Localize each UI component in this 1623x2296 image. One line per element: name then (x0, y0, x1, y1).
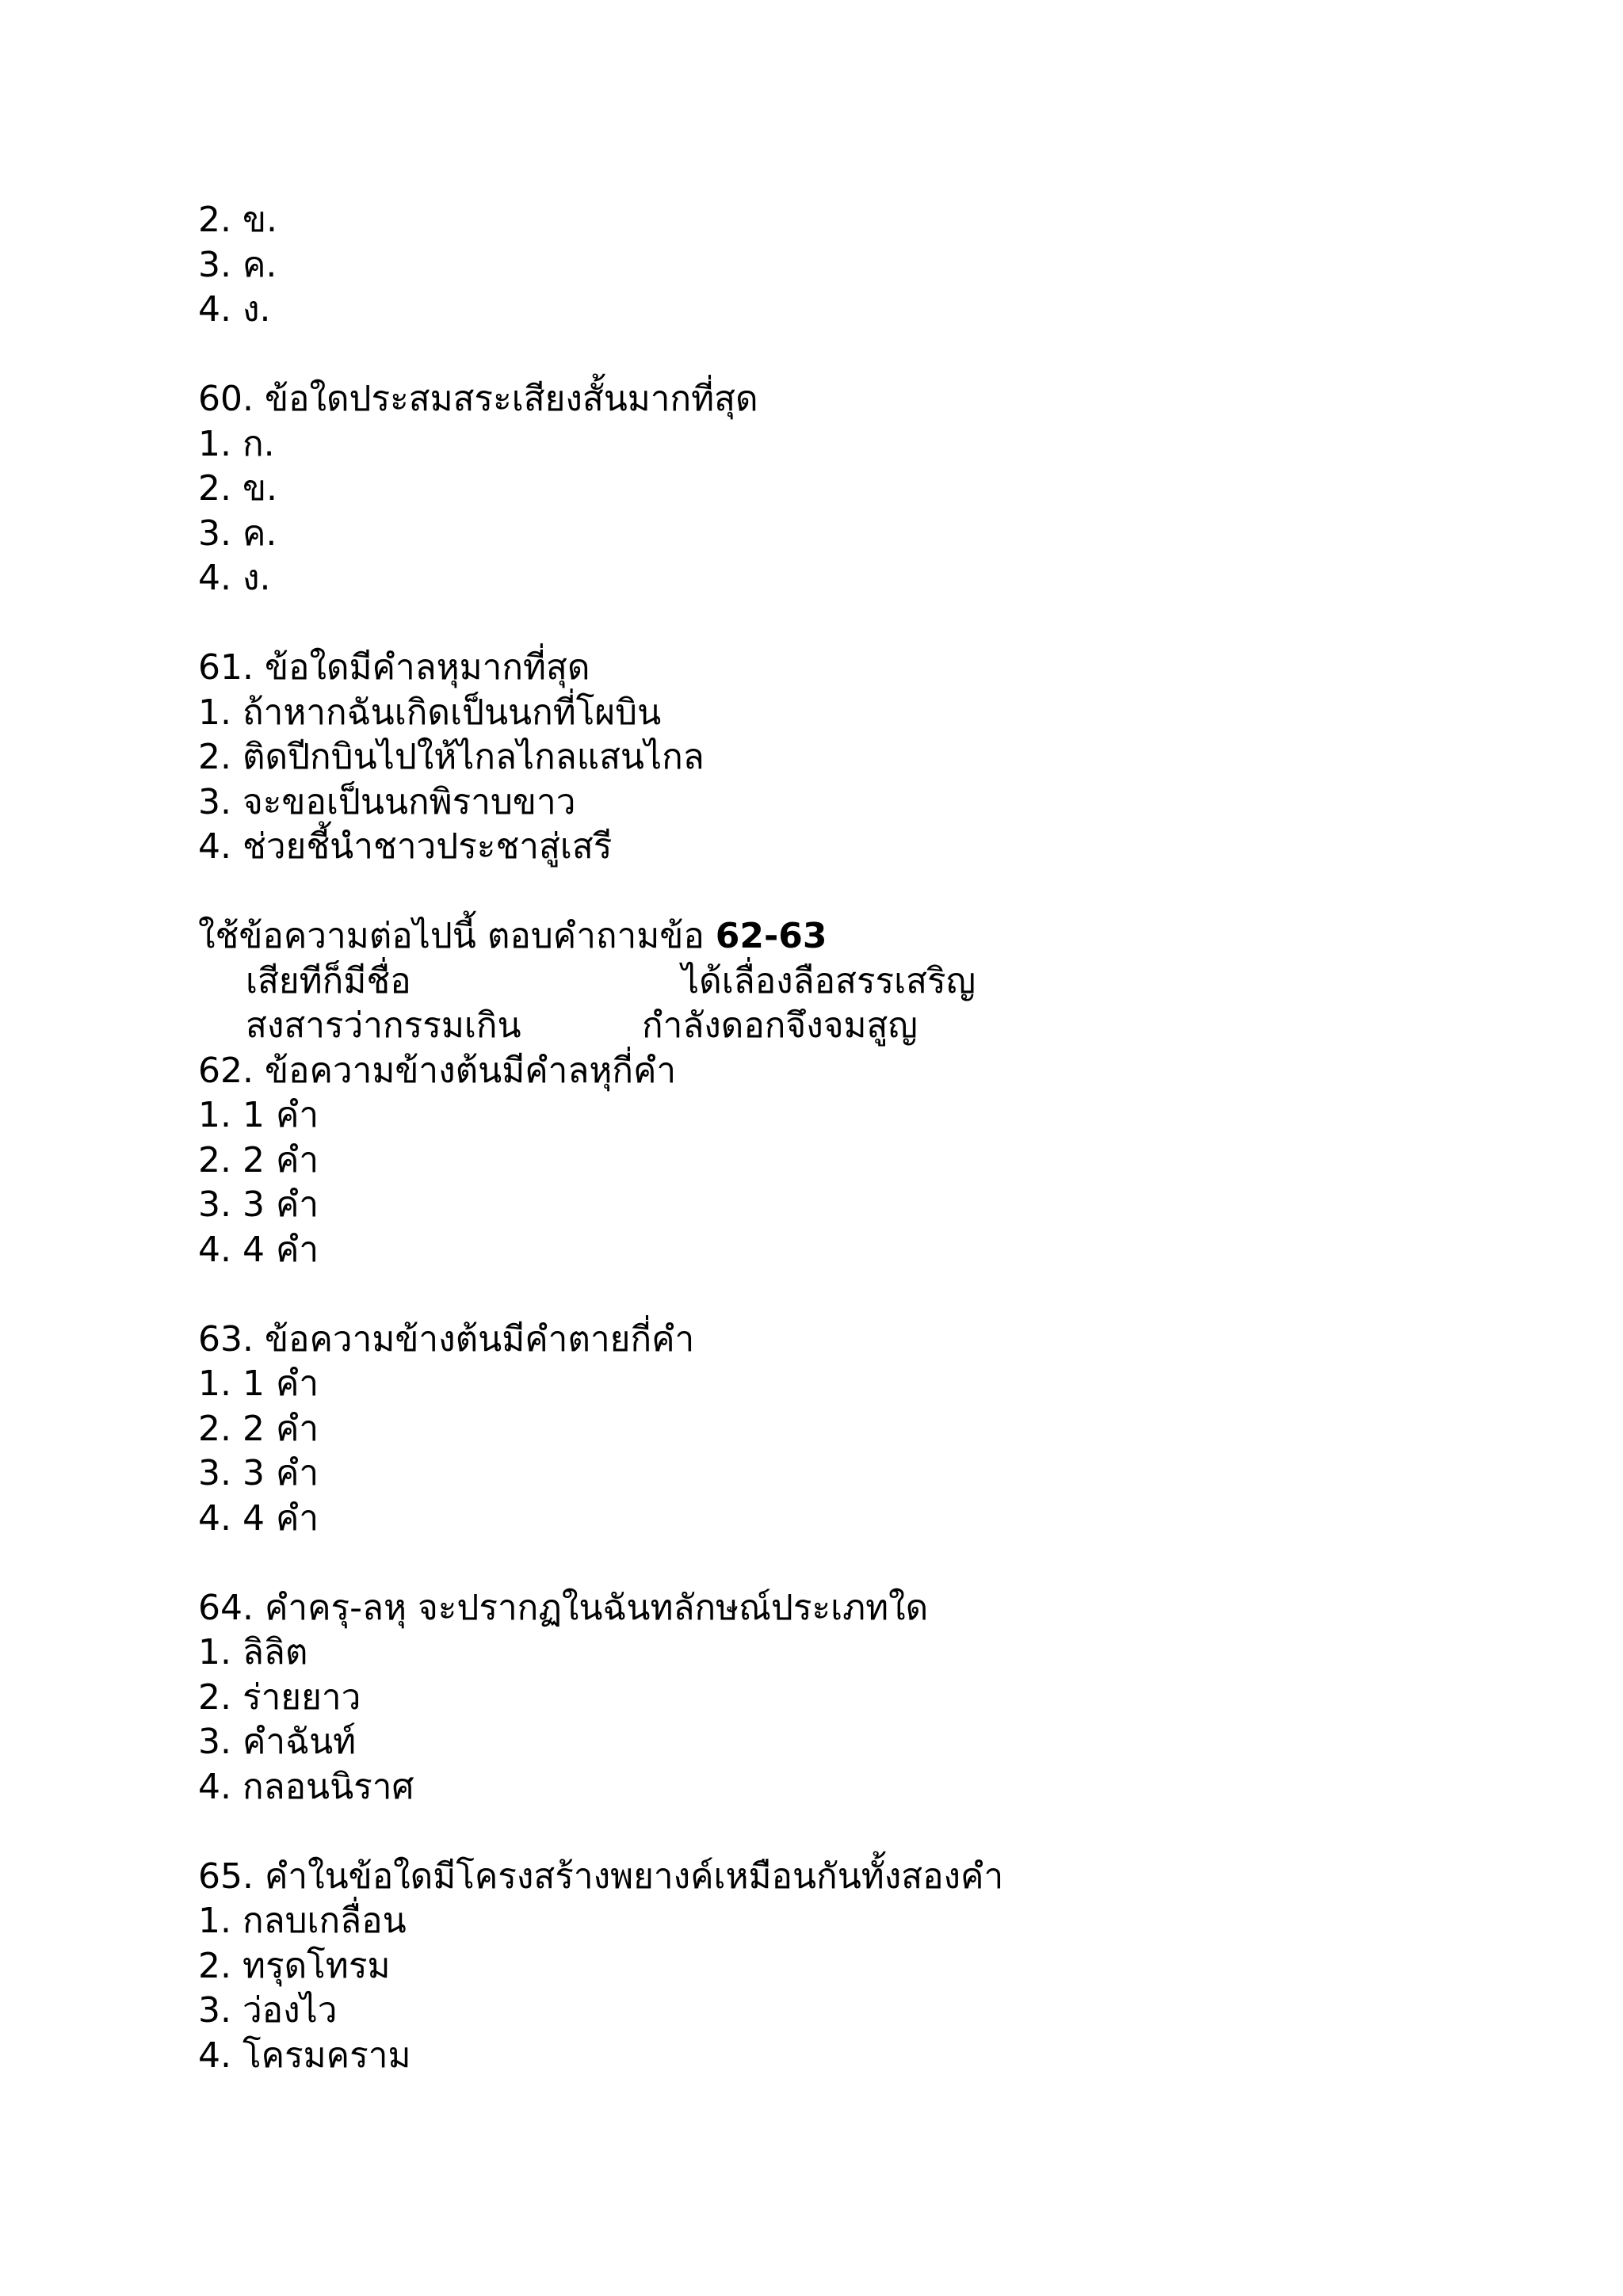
q61-option-1: 1. ถ้าหากฉันเกิดเป็นนกที่โผบิน (198, 692, 662, 733)
q65-option-2: 2. ทรุดโทรม (198, 1945, 391, 1986)
verse-line-1 (198, 959, 1545, 1005)
q65-question: 65. คำในข้อใดมีโครงสร้างพยางค์เหมือนกันทั้งสองคำ (198, 1855, 1004, 1897)
passage-intro (198, 914, 1545, 959)
verse-line-1-right: ได้เลื่องลือสรรเสริญ (682, 960, 976, 1001)
verse-line-2 (198, 1004, 1545, 1049)
q63-option-2: 2. 2 คำ (198, 1408, 319, 1449)
q63-option-1: 1. 1 คำ (198, 1363, 319, 1404)
q65-option-4: 4. โครมคราม (198, 2035, 411, 2076)
q60-option-2: 2. ข. (198, 468, 278, 509)
q65-option-3: 3. ว่องไว (198, 1990, 338, 2031)
q61-option-4: 4. ช่วยชี้นำชาวประชาสู่เสรี (198, 826, 613, 867)
q62-option-3: 3. 3 คำ (198, 1184, 319, 1225)
q60-question: 60. ข้อใดประสมสระเสียงสั้นมากที่สุด (198, 379, 758, 419)
passage-question-range: 62-63 (715, 916, 827, 956)
q60-option-4: 4. ง. (198, 558, 271, 598)
q64-option-4: 4. กลอนนิราศ (198, 1766, 414, 1807)
q64-option-3: 3. คำฉันท์ (198, 1722, 357, 1762)
q62-question: 62. ข้อความข้างต้นมีคำลหุกี่คำ (198, 1050, 677, 1091)
passage-intro-text: ใช้ข้อความต่อไปนี้ ตอบคำถามข้อ (198, 916, 705, 956)
q61-option-3: 3. จะขอเป็นนกพิราบขาว (198, 781, 576, 822)
q63-option-3: 3. 3 คำ (198, 1453, 319, 1493)
q64-option-1: 1. ลิลิต (198, 1632, 308, 1672)
verse-line-2-left: สงสารว่ากรรมเกิน (246, 1005, 521, 1046)
q64-option-2: 2. ร่ายยาว (198, 1676, 361, 1718)
q60-option-3: 3. ค. (198, 513, 277, 554)
q63-question: 63. ข้อความข้างต้นมีคำตายกี่คำ (198, 1318, 695, 1360)
q59-option-4: 4. ง. (198, 289, 271, 330)
q62-option-1: 1. 1 คำ (198, 1095, 319, 1135)
q60-option-1: 1. ก. (198, 423, 275, 464)
q61-question: 61. ข้อใดมีคำลหุมากที่สุด (198, 647, 590, 688)
q62-option-4: 4. 4 คำ (198, 1229, 319, 1270)
verse-line-1-left: เสียทีก็มีชื่อ (246, 960, 411, 1001)
exam-page (198, 198, 1545, 2078)
q63-option-4: 4. 4 คำ (198, 1497, 319, 1539)
verse-line-2-right: กำลังดอกจึงจมสูญ (642, 1005, 918, 1046)
q59-option-2: 2. ข. (198, 200, 278, 240)
q64-question: 64. คำครุ-ลหุ จะปรากฏในฉันทลักษณ์ประเภทใด (198, 1587, 929, 1628)
q62-option-2: 2. 2 คำ (198, 1139, 319, 1180)
q61-option-2: 2. ติดปีกบินไปให้ไกลไกลแสนไกล (198, 737, 705, 777)
q59-option-3: 3. ค. (198, 244, 277, 285)
q65-option-1: 1. กลบเกลื่อน (198, 1901, 407, 1941)
